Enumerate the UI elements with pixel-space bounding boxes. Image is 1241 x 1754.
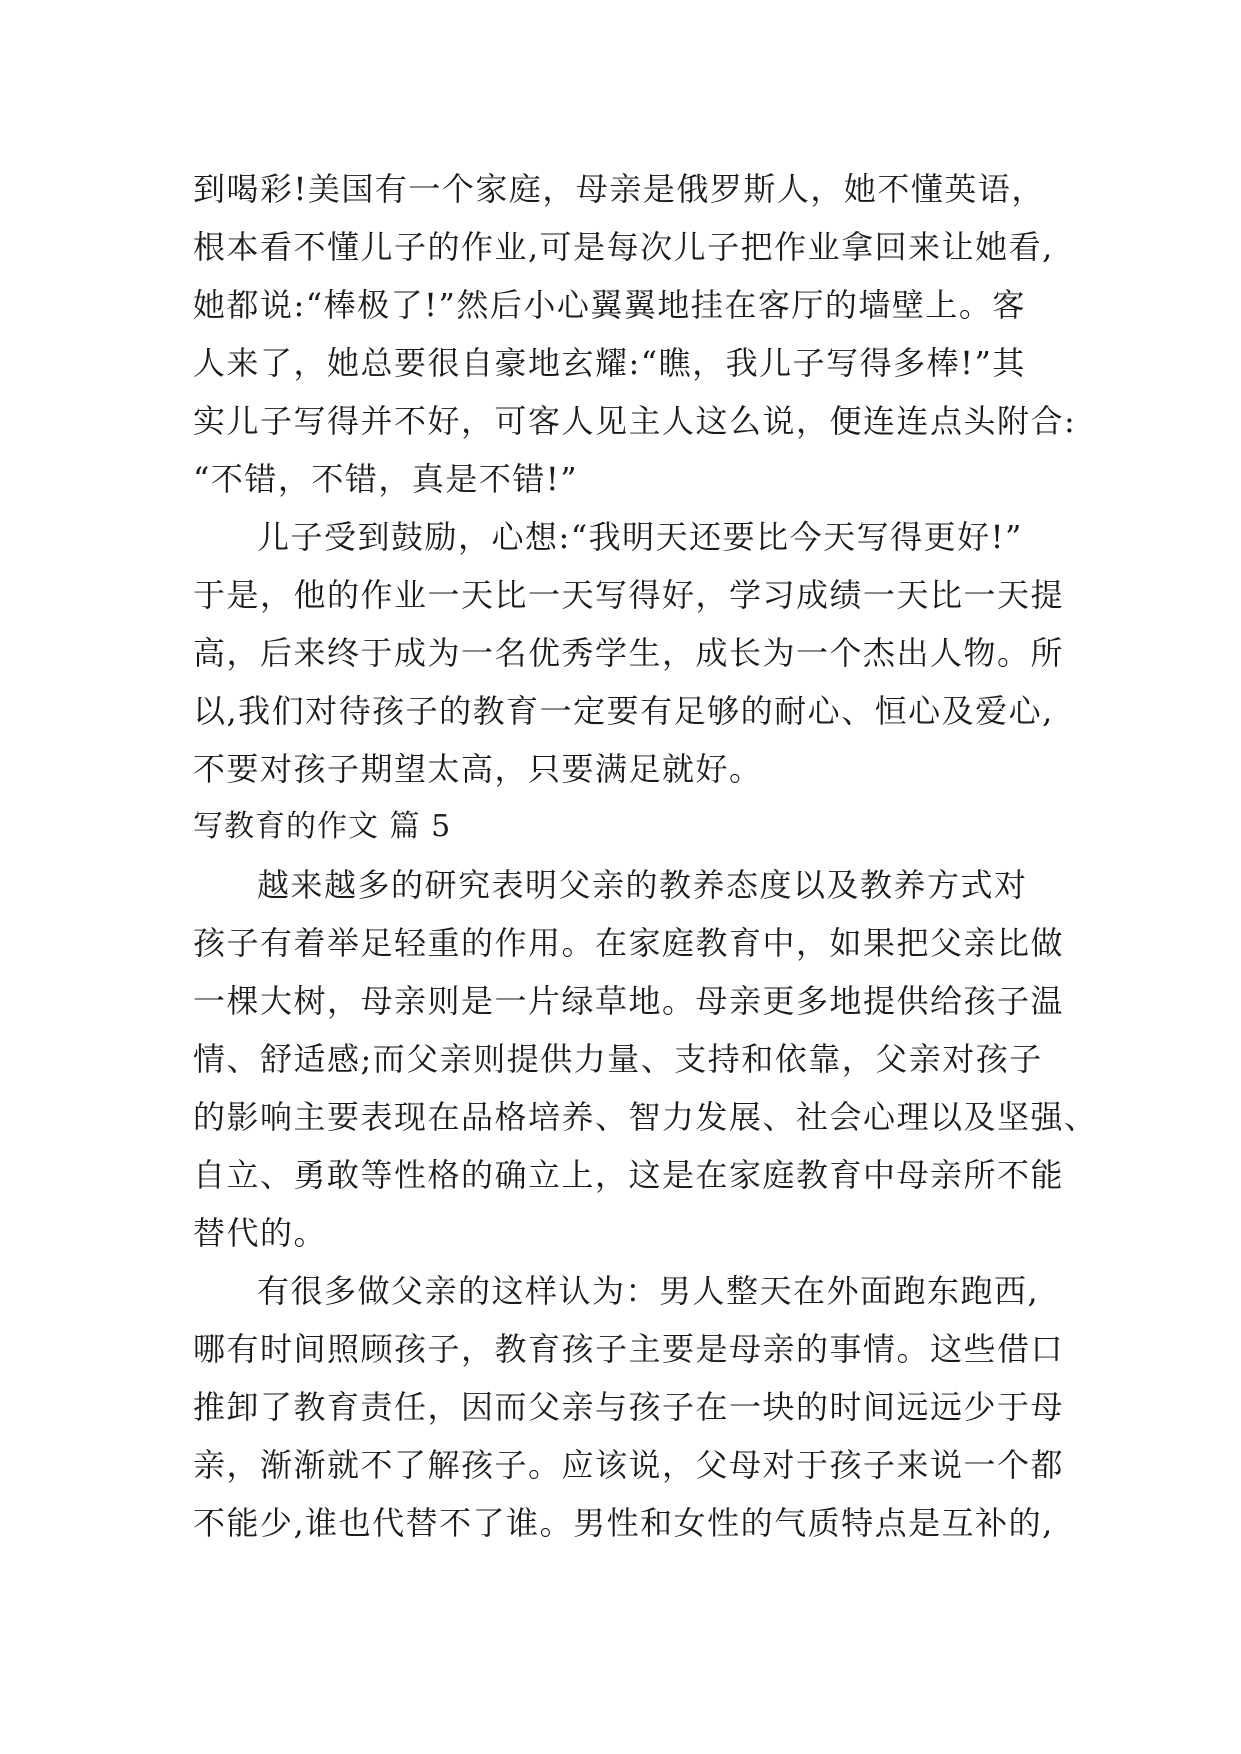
text-line: 情、舒适感;而父亲则提供力量、支持和依靠，父亲对孩子 [193, 1040, 1043, 1078]
text-line: 人来了，她总要很自豪地玄耀:“瞧，我儿子写得多棒!”其 [193, 344, 1026, 382]
text-line: 她都说:“棒极了!”然后小心翼翼地挂在客厅的墙壁上。客 [193, 286, 1026, 324]
text-line: 越来越多的研究表明父亲的教养态度以及教养方式对 [257, 866, 1028, 904]
text-line: “不错，不错，真是不错!” [193, 460, 579, 498]
text-line: 自立、勇敢等性格的确立上，这是在家庭教育中母亲所不能 [193, 1156, 1065, 1194]
text-line: 实儿子写得并不好，可客人见主人这么说，便连连点头附合: [193, 402, 1077, 440]
text-line: 一棵大树，母亲则是一片绿草地。母亲更多地提供给孩子温 [193, 982, 1065, 1020]
text-line: 哪有时间照顾孩子，教育孩子主要是母亲的事情。这些借口 [193, 1330, 1065, 1368]
text-line: 不能少,谁也代替不了谁。男性和女性的气质特点是互补的, [193, 1504, 1054, 1542]
text-line: 儿子受到鼓励，心想:“我明天还要比今天写得更好!” [257, 518, 1023, 556]
text-line: 不要对孩子期望太高，只要满足就好。 [193, 750, 763, 788]
text-line: 亲，渐渐就不了解孩子。应该说，父母对于孩子来说一个都 [193, 1446, 1065, 1484]
paragraph [193, 1262, 1073, 1552]
text-line: 根本看不懂儿子的作业,可是每次儿子把作业拿回来让她看, [193, 228, 1054, 266]
text-line: 有很多做父亲的这样认为：男人整天在外面跑东跑西, [257, 1272, 1040, 1310]
text-line: 推卸了教育责任，因而父亲与孩子在一块的时间远远少于母 [193, 1388, 1065, 1426]
document-body [193, 160, 1098, 1552]
text-line: 于是，他的作业一天比一天写得好，学习成绩一天比一天提 [193, 576, 1065, 614]
paragraph [193, 856, 1098, 1262]
paragraph [193, 508, 1073, 798]
section-heading: 写教育的作文 篇 5 [193, 809, 452, 844]
text-line: 以,我们对待孩子的教育一定要有足够的耐心、恒心及爱心, [193, 692, 1054, 730]
text-line: 高，后来终于成为一名优秀学生，成长为一个杰出人物。所 [193, 634, 1065, 672]
text-line: 的影响主要表现在品格培养、智力发展、社会心理以及坚强、 [193, 1098, 1098, 1136]
text-line: 到喝彩!美国有一个家庭，母亲是俄罗斯人，她不懂英语， [193, 170, 1045, 208]
text-line: 替代的。 [193, 1214, 328, 1252]
paragraph [193, 160, 1077, 508]
text-line: 孩子有着举足轻重的作用。在家庭教育中，如果把父亲比做 [193, 924, 1065, 962]
